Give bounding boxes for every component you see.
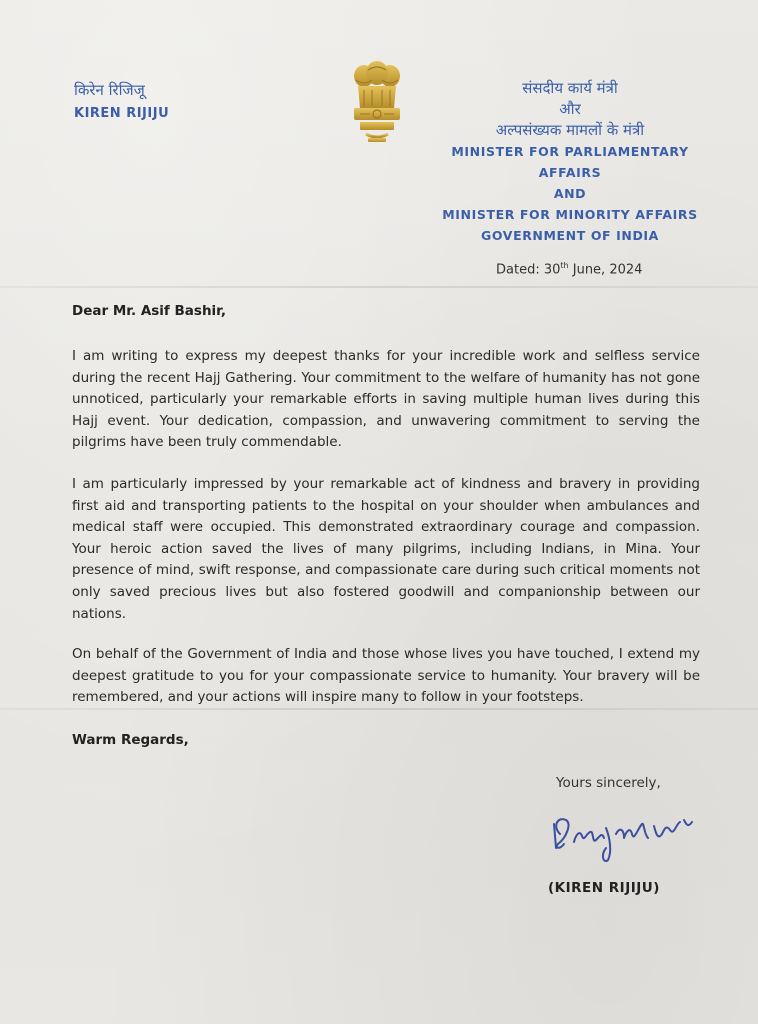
title-english-3: AND (553, 186, 587, 201)
sign-off: Yours sincerely, (556, 775, 661, 791)
title-hindi-2: और (559, 100, 581, 118)
signatory-name: (KIREN RIJIJU) (548, 880, 660, 896)
title-english-5: GOVERNMENT OF INDIA (481, 228, 659, 243)
title-hindi-1: संसदीय कार्य मंत्री (522, 79, 618, 97)
title-english-2: AFFAIRS (538, 165, 602, 180)
title-english-1: MINISTER FOR PARLIAMENTARY (451, 144, 689, 159)
title-hindi-3: अल्पसंख्यक मामलों के मंत्री (495, 121, 645, 139)
national-emblem-icon (342, 60, 412, 146)
letterhead-left (74, 80, 169, 121)
paper-fold-line (0, 286, 758, 288)
minister-name: KIREN RIJIJU (74, 106, 170, 121)
body-paragraph-1: I am writing to express my deepest thanks for your incredible work and selfless service during the recent Hajj Gathering. Your commitment to the welfare of humanity has not gone unnoticed, particularly your remarkable efforts in saving multiple human lives during this Hajj event. Your dedication, compassion, and unwavering commitment to serving the pilgrims have been truly commendable. (72, 348, 700, 451)
letterhead-right (430, 78, 710, 246)
date-prefix: Dated: 30 (496, 262, 561, 278)
minister-name-hindi: किरेन रिजिजू (74, 81, 145, 99)
salutation: Dear Mr. Asif Bashir, (72, 303, 226, 319)
date-rest: June, 2024 (568, 262, 643, 278)
title-english-4: MINISTER FOR MINORITY AFFAIRS (442, 207, 698, 222)
handwritten-signature (546, 804, 706, 866)
body-paragraph-3: On behalf of the Government of India and those whose lives you have touched, I extend my deepest gratitude to you for your compassionate service to humanity. Your bravery will be remembered, and your actions will inspire many to follow in your footsteps. (72, 646, 700, 706)
closing: Warm Regards, (72, 732, 189, 748)
letter-date (496, 261, 642, 277)
body-paragraph-2: I am particularly impressed by your remarkable act of kindness and bravery in providing first aid and transporting patients to the hospital on your shoulder when ambulances and medical staff were occupied. This demonstrated extraordinary courage and compassion. Your heroic action saved the lives of many pilgrims, including Indians, in Mina. Your presence of mind, swift response, and compassionate care during such critical moments not only saved precious lives but also fostered goodwill and companionship between our nations. (72, 476, 700, 622)
date-suffix: th (560, 261, 569, 270)
